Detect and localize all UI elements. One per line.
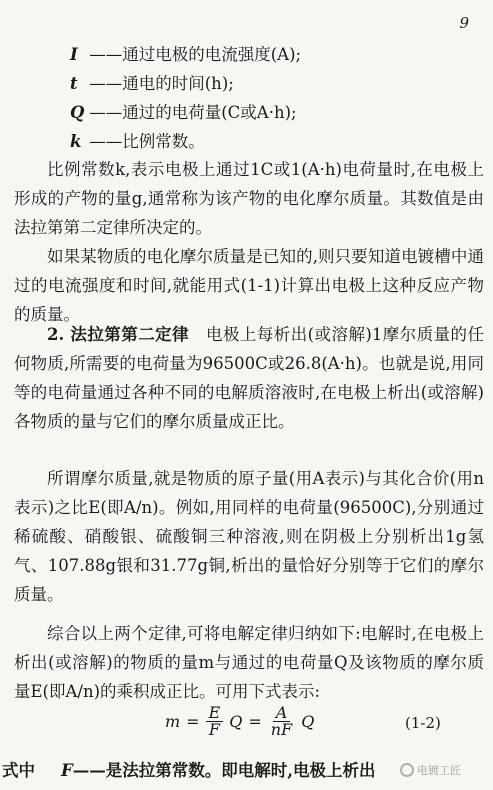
fraction-denominator: F [208,720,220,739]
paragraph-faraday-second-law [14,320,484,436]
footer-prefix: 式中 [2,761,35,780]
fraction-denominator: nF [270,720,293,739]
variable-row [70,69,480,98]
variable-list [70,40,480,156]
formula-fraction-e-over-f [206,705,224,738]
formula-1-2 [165,705,314,738]
paragraph-summary: 综合以上两个定律,可将电解定律归纳如下:电解时,在电极上析出(或溶解)的物质的量m与通过的电荷量Q及该物质的摩尔质量E(即A/n)的乘积成正比。可用下式表示: [14,624,484,701]
variable-row [70,127,480,156]
watermark [400,756,490,784]
variable-description: ——通电的时间(h); [89,74,234,93]
variable-symbol: k [70,132,82,151]
section-body: 电极上每析出(或溶解)1摩尔质量的任何物质,所需要的电荷量为96500C或26.8(A·h)。也就是说,用同等的电荷量通过各种不同的电解质溶液时,在电极上析出(或溶解)各物质的量与它们的摩尔质量成正比。 [14,325,485,431]
formula-q: Q [229,712,243,731]
variable-row [70,98,480,127]
variable-row [70,40,480,69]
variable-description: ——比例常数。 [89,132,205,151]
variable-description: ——通过的电荷量(C或A·h); [89,103,297,122]
watermark-logo-icon [400,763,414,777]
fraction-numerator: A [273,705,291,722]
variable-description: ——通过电极的电流强度(A); [89,45,302,64]
paragraph-electrochemical-mass: 如果某物质的电化摩尔质量是已知的,则只要知道电镀槽中通过的电流强度和时间,就能用式(1-1)计算出电极上这种反应产物的质量。 [14,247,484,324]
page-number: 9 [459,14,469,32]
formula-rhs: Q [301,712,315,731]
variable-symbol: I [70,45,78,64]
watermark-text: 电镀工匠 [417,764,461,777]
paragraph-molar-mass: 所谓摩尔质量,就是物质的原子量(用A表示)与其化合价(用n表示)之比E(即A/n)。例如,用同样的电荷量(96500C),分别通过稀硫酸、硝酸银、硫酸铜三种溶液,则在阴极上分别析出1g氢气、107.88g银和31.77g铜,析出的量恰好分别等于它们的摩尔质量。 [14,469,484,604]
formula-equals: = [248,712,262,731]
variable-symbol: t [70,74,78,93]
variable-symbol: Q [70,103,85,122]
formula-equals: = [186,712,200,731]
fraction-numerator: E [206,705,224,722]
paragraph-proportional-constant: 比例常数k,表示电极上通过1C或1(A·h)电荷量时,在电极上形成的产物的量g,通常称为该产物的电化摩尔质量。其数值是由法拉第第二定律所决定的。 [14,160,484,237]
footer-symbol: F [61,761,73,780]
section-heading: 2. 法拉第第二定律 [47,325,190,344]
formula-fraction-a-over-nf [268,705,295,738]
formula-label: (1-2) [405,714,441,732]
formula-lhs: m [165,712,181,731]
footer-text: ——是法拉第常数。即电解时,电极上析出 [72,761,376,780]
